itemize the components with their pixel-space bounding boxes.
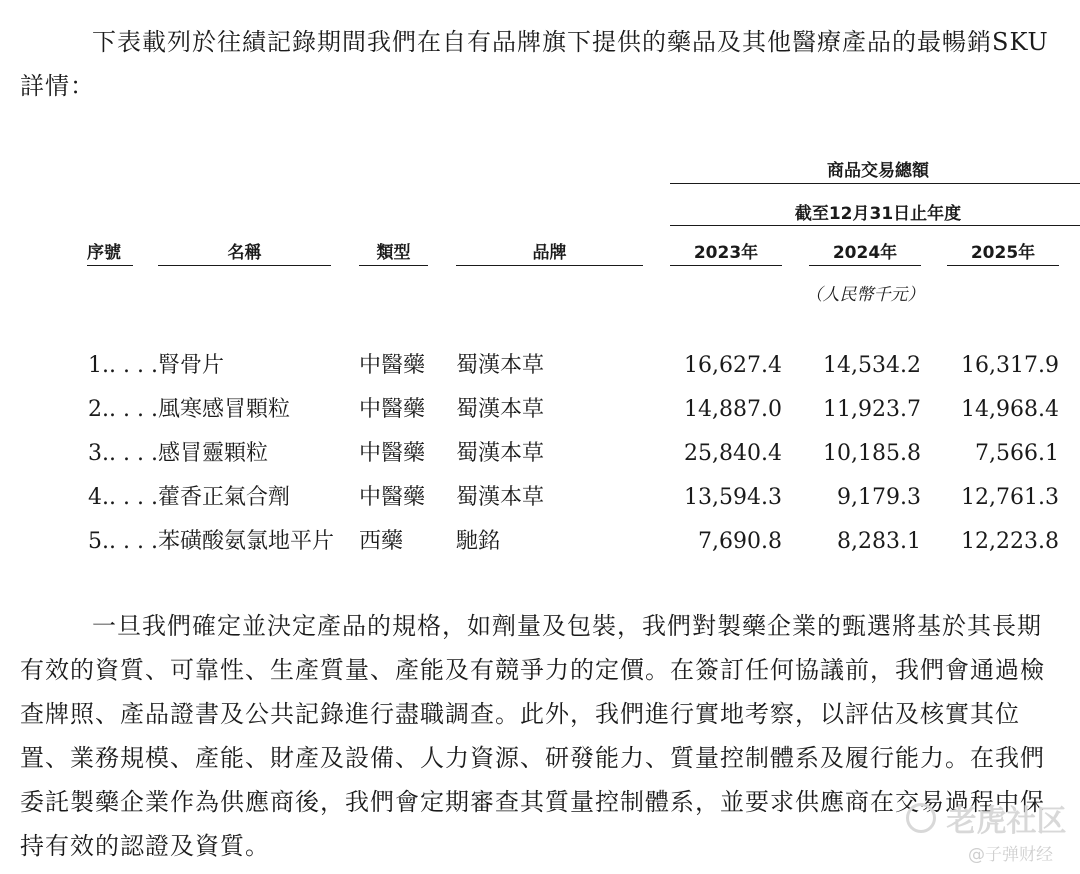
row-type: 中醫藥: [359, 353, 426, 378]
watermark-logo-text: 老虎社区: [946, 804, 1067, 839]
col-header-2024: 2024年: [832, 243, 898, 263]
row-type: 中醫藥: [359, 485, 426, 510]
row-value-2025: 16,317.9: [961, 353, 1059, 378]
col-rule-2024: [809, 265, 921, 266]
row-brand: 蜀漢本草: [456, 485, 545, 510]
row-seq: 3.. . . .: [88, 441, 158, 466]
col-rule-2025: [947, 265, 1059, 266]
row-type: 中醫藥: [359, 397, 426, 422]
row-brand: 馳銘: [456, 529, 501, 554]
row-name: 感冒靈顆粒: [158, 441, 269, 466]
watermark-logo: [906, 796, 1066, 840]
row-value-2025: 14,968.4: [961, 397, 1059, 422]
col-header-2023: 2023年: [693, 243, 759, 263]
col-header-2025: 2025年: [970, 243, 1036, 263]
row-value-2024: 14,534.2: [823, 353, 921, 378]
table-row: [0, 522, 1080, 562]
row-value-2023: 7,690.8: [698, 529, 782, 554]
row-value-2024: 11,923.7: [823, 397, 921, 422]
row-seq: 1.. . . .: [88, 353, 158, 378]
period-header-rule: [670, 225, 1080, 226]
row-name: 風寒感冒顆粒: [158, 397, 291, 422]
col-rule-type: [359, 265, 428, 266]
row-name: 苯磺酸氨氯地平片: [158, 529, 335, 554]
row-value-2024: 8,283.1: [837, 529, 921, 554]
col-rule-seq: [87, 265, 133, 266]
row-name: 腎骨片: [158, 353, 225, 378]
row-type: 西藥: [359, 529, 404, 554]
row-value-2025: 12,761.3: [961, 485, 1059, 510]
period-header: 截至12月31日止年度: [794, 204, 962, 224]
col-rule-brand: [456, 265, 643, 266]
row-brand: 蜀漢本草: [456, 353, 545, 378]
row-value-2023: 14,887.0: [684, 397, 782, 422]
closing-paragraph: 一旦我們確定並決定產品的規格，如劑量及包裝，我們對製藥企業的甄選將基於其長期有效的資質、可靠性、生產質量、產能及有競爭力的定價。在簽訂任何協議前，我們會通過檢查牌照、產品證書及公共記錄進行盡職調查。此外，我們進行實地考察，以評估及核實其位置、業務規模、產能、財產及設備、人力資源、研發能力、質量控制體系及履行能力。在我們委託製藥企業作為供應商後，我們會定期審查其質量控制體系，並要求供應商在交易過程中保持有效的認證及資質。: [20, 612, 1045, 860]
col-rule-2023: [670, 265, 782, 266]
row-value-2025: 12,223.8: [961, 529, 1059, 554]
row-value-2025: 7,566.1: [975, 441, 1059, 466]
row-name: 藿香正氣合劑: [158, 485, 291, 510]
col-header-name: 名稱: [227, 243, 262, 263]
table-row: [0, 390, 1080, 430]
table-row: [0, 478, 1080, 518]
row-value-2023: 16,627.4: [684, 353, 782, 378]
row-seq: 5.. . . .: [88, 529, 158, 554]
row-seq: 4.. . . .: [88, 485, 158, 510]
row-brand: 蜀漢本草: [456, 397, 545, 422]
col-header-type: 類型: [376, 243, 411, 263]
row-value-2024: 9,179.3: [837, 485, 921, 510]
intro-paragraph: 下表載列於往績記錄期間我們在自有品牌旗下提供的藥品及其他醫療產品的最暢銷SKU詳情：: [20, 28, 1049, 100]
col-header-brand: 品牌: [532, 243, 567, 263]
watermark-account: @子弹财经: [968, 845, 1053, 865]
gmv-header-rule: [670, 183, 1080, 184]
tiger-logo-icon: [906, 803, 936, 833]
row-type: 中醫藥: [359, 441, 426, 466]
row-brand: 蜀漢本草: [456, 441, 545, 466]
row-value-2023: 25,840.4: [684, 441, 782, 466]
unit-label: （人民幣千元）: [805, 285, 925, 305]
table-row: [0, 346, 1080, 386]
col-rule-name: [158, 265, 331, 266]
gmv-group-header: 商品交易總額: [827, 161, 929, 181]
row-value-2024: 10,185.8: [823, 441, 921, 466]
col-header-seq: 序號: [87, 243, 121, 263]
table-row: [0, 434, 1080, 474]
row-value-2023: 13,594.3: [684, 485, 782, 510]
row-seq: 2.. . . .: [88, 397, 158, 422]
